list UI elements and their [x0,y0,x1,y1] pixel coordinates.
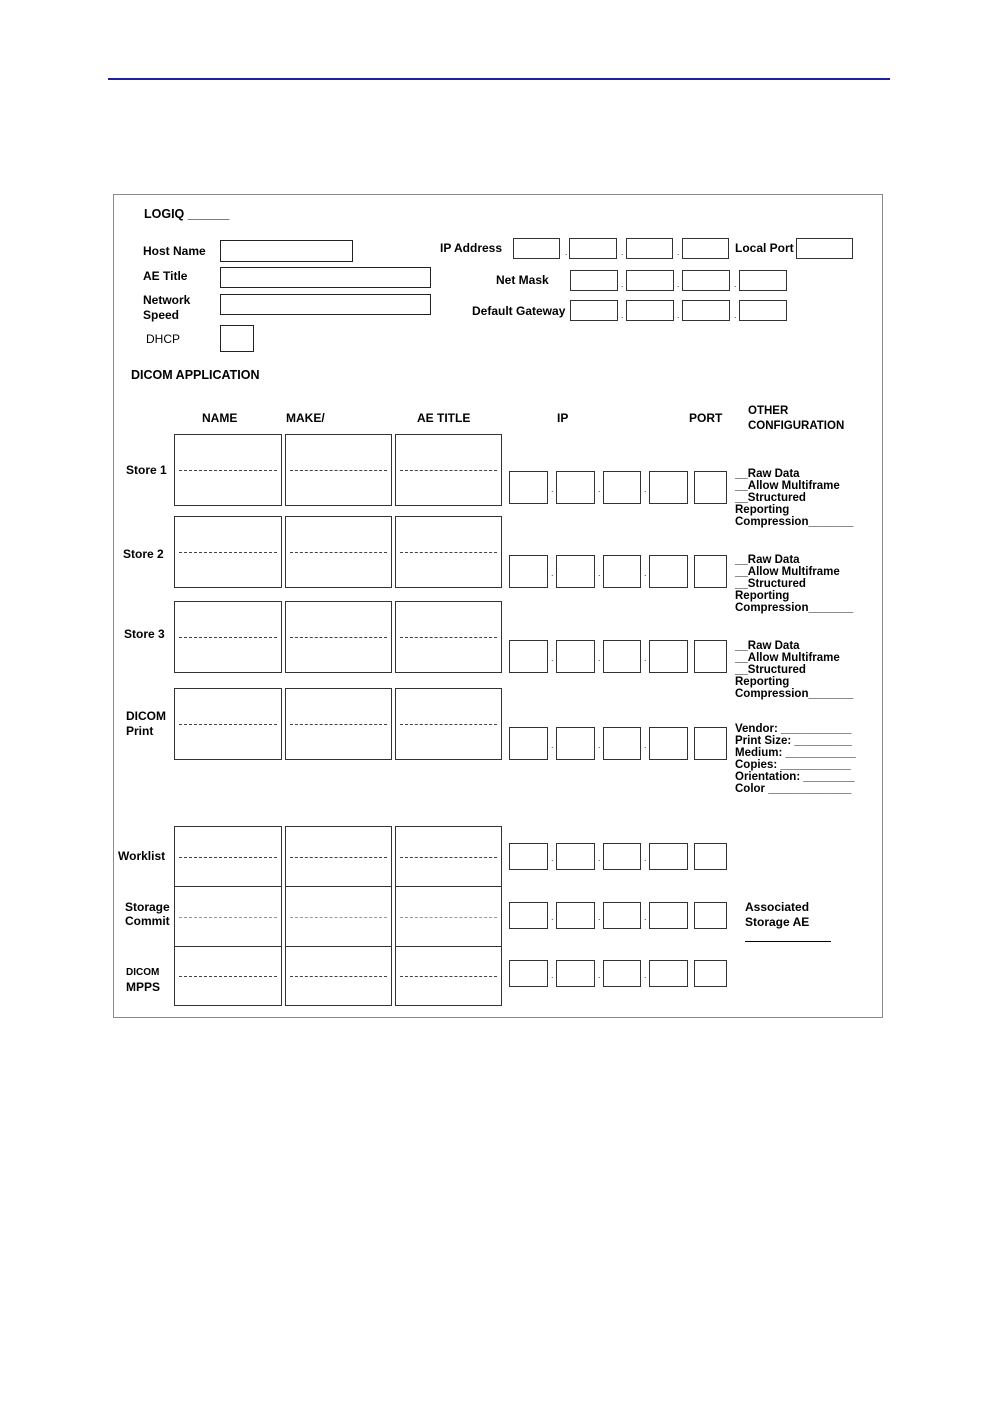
gateway-octet-3[interactable] [682,300,730,321]
store-2-make-cell[interactable] [285,516,392,588]
print-medium: Medium: ___________ [735,747,856,759]
store-2-port-field[interactable] [694,555,727,588]
dicom-application-title: DICOM APPLICATION [131,368,260,382]
commit-ip-octet-2[interactable] [556,902,595,929]
print-vendor: Vendor: ___________ [735,723,852,735]
mpps-make-cell[interactable] [285,946,392,1006]
separator-dot: . [621,279,624,289]
separator-dot: . [598,484,601,494]
mpps-ip-octet-4[interactable] [649,960,688,987]
gateway-octet-4[interactable] [739,300,787,321]
host-name-field[interactable] [220,240,353,262]
dhcp-checkbox[interactable] [220,325,254,352]
store-2-ip-octet-2[interactable] [556,555,595,588]
print-ip-octet-2[interactable] [556,727,595,760]
separator-dot: . [565,247,568,257]
row-label-storage-commit-line1: Storage [125,900,170,914]
print-ip-octet-4[interactable] [649,727,688,760]
host-name-label: Host Name [143,244,206,258]
ae-title-label: AE Title [143,269,188,283]
mpps-port-field[interactable] [694,960,727,987]
store-2-allow-multiframe: __Allow Multiframe [735,566,840,578]
store-2-ip-octet-3[interactable] [603,555,641,588]
commit-ae-title-cell[interactable] [395,886,502,947]
row-label-dicom-print-line1: DICOM [126,709,166,723]
mpps-ip-octet-1[interactable] [509,960,548,987]
store-3-ip-octet-4[interactable] [649,640,688,673]
store-3-reporting: Reporting [735,676,790,688]
print-ip-octet-3[interactable] [603,727,641,760]
worklist-ip-octet-4[interactable] [649,843,688,870]
column-header-port: PORT [689,411,723,425]
print-ae-title-cell[interactable] [395,688,502,760]
net-mask-label: Net Mask [496,273,549,287]
store-3-raw-data: __Raw Data [735,640,800,652]
print-ip-octet-1[interactable] [509,727,548,760]
separator-dot: . [551,568,554,578]
store-3-name-cell[interactable] [174,601,282,673]
print-orientation: Orientation: ________ [735,771,855,783]
separator-dot: . [734,310,737,320]
store-1-allow-multiframe: __Allow Multiframe [735,480,840,492]
store-1-raw-data: __Raw Data [735,468,800,480]
separator-dot: . [598,912,601,922]
store-3-ae-title-cell[interactable] [395,601,502,673]
separator-dot: . [598,740,601,750]
separator-dot: . [677,310,680,320]
net-mask-octet-2[interactable] [626,270,674,291]
separator-dot: . [677,247,680,257]
print-name-cell[interactable] [174,688,282,760]
separator-dot: . [644,484,647,494]
mpps-name-cell[interactable] [174,946,282,1006]
store-2-ip-octet-4[interactable] [649,555,688,588]
store-1-ip-octet-3[interactable] [603,471,641,504]
separator-dot: . [551,970,554,980]
separator-dot: . [644,912,647,922]
worklist-make-cell[interactable] [285,826,392,887]
row-label-store-3: Store 3 [124,627,165,641]
net-mask-octet-1[interactable] [570,270,618,291]
separator-dot: . [598,853,601,863]
ae-title-field[interactable] [220,267,431,288]
network-speed-field[interactable] [220,294,431,315]
worklist-ae-title-cell[interactable] [395,826,502,887]
separator-dot: . [598,970,601,980]
commit-make-cell[interactable] [285,886,392,947]
store-1-make-cell[interactable] [285,434,392,506]
separator-dot: . [644,568,647,578]
store-1-ip-octet-1[interactable] [509,471,548,504]
row-label-worklist: Worklist [118,849,166,863]
mpps-ip-octet-3[interactable] [603,960,641,987]
ip-address-octet-4[interactable] [682,238,729,259]
store-3-ip-octet-3[interactable] [603,640,641,673]
store-1-structured: __Structured [735,492,806,504]
store-2-name-cell[interactable] [174,516,282,588]
row-label-store-2: Store 2 [123,547,164,561]
store-3-ip-octet-2[interactable] [556,640,595,673]
worklist-port-field[interactable] [694,843,727,870]
store-1-name-cell[interactable] [174,434,282,506]
separator-dot: . [551,853,554,863]
commit-ip-octet-3[interactable] [603,902,641,929]
local-port-field[interactable] [796,238,853,259]
store-1-port-field[interactable] [694,471,727,504]
column-header-ip: IP [557,411,569,425]
print-copies: Copies: ___________ [735,759,851,771]
commit-associated-label-line2: Storage AE [745,915,810,929]
store-3-compression: Compression_______ [735,688,854,700]
separator-dot: . [644,970,647,980]
store-1-reporting: Reporting [735,504,790,516]
mpps-ip-octet-2[interactable] [556,960,595,987]
separator-dot: . [644,740,647,750]
separator-dot: . [644,853,647,863]
default-gateway-label: Default Gateway [472,304,566,318]
commit-associated-storage-ae-line[interactable] [745,941,831,942]
commit-name-cell[interactable] [174,886,282,947]
store-3-make-cell[interactable] [285,601,392,673]
commit-ip-octet-1[interactable] [509,902,548,929]
store-1-ip-octet-4[interactable] [649,471,688,504]
store-2-structured: __Structured [735,578,806,590]
network-speed-label-line2: Speed [143,308,180,322]
commit-ip-octet-4[interactable] [649,902,688,929]
separator-dot: . [621,310,624,320]
ip-address-octet-3[interactable] [626,238,673,259]
row-label-storage-commit-line2: Commit [125,914,170,928]
store-1-ae-title-cell[interactable] [395,434,502,506]
column-header-name: NAME [202,411,238,425]
store-1-ip-octet-2[interactable] [556,471,595,504]
separator-dot: . [551,653,554,663]
worklist-name-cell[interactable] [174,826,282,887]
print-port-field[interactable] [694,727,727,760]
store-1-compression: Compression_______ [735,516,854,528]
print-color: Color _____________ [735,783,852,795]
commit-port-field[interactable] [694,902,727,929]
gateway-octet-1[interactable] [570,300,618,321]
worklist-ip-octet-1[interactable] [509,843,548,870]
separator-dot: . [621,247,624,257]
separator-dot: . [551,740,554,750]
print-make-cell[interactable] [285,688,392,760]
separator-dot: . [598,568,601,578]
network-speed-label-line1: Network [143,293,191,307]
separator-dot: . [644,653,647,663]
store-2-compression: Compression_______ [735,602,854,614]
dhcp-label: DHCP [146,332,181,346]
store-2-reporting: Reporting [735,590,790,602]
row-label-store-1: Store 1 [126,463,167,477]
store-3-ip-octet-1[interactable] [509,640,548,673]
column-header-other-line2: CONFIGURATION [748,420,845,432]
mpps-ae-title-cell[interactable] [395,946,502,1006]
header-rule [108,78,890,80]
worklist-ip-octet-3[interactable] [603,843,641,870]
store-3-port-field[interactable] [694,640,727,673]
net-mask-octet-4[interactable] [739,270,787,291]
row-label-dicom-mpps-line1: DICOM [126,967,160,978]
separator-dot: . [677,279,680,289]
ip-address-octet-1[interactable] [513,238,560,259]
logiq-model-label: LOGIQ ______ [144,207,230,221]
separator-dot: . [551,484,554,494]
local-port-label: Local Port [735,241,794,255]
separator-dot: . [734,279,737,289]
row-label-dicom-mpps-line2: MPPS [126,980,161,994]
column-header-make: MAKE/ [286,411,325,425]
ip-address-octet-2[interactable] [569,238,617,259]
row-label-dicom-print-line2: Print [126,724,154,738]
store-2-ip-octet-1[interactable] [509,555,548,588]
store-3-structured: __Structured [735,664,806,676]
store-2-ae-title-cell[interactable] [395,516,502,588]
commit-associated-label-line1: Associated [745,900,810,914]
net-mask-octet-3[interactable] [682,270,730,291]
store-2-raw-data: __Raw Data [735,554,800,566]
gateway-octet-2[interactable] [626,300,674,321]
store-3-allow-multiframe: __Allow Multiframe [735,652,840,664]
column-header-other-line1: OTHER [748,405,789,417]
worklist-ip-octet-2[interactable] [556,843,595,870]
column-header-ae-title: AE TITLE [417,411,471,425]
separator-dot: . [598,653,601,663]
print-print-size: Print Size: _________ [735,735,852,747]
separator-dot: . [551,912,554,922]
ip-address-label: IP Address [440,241,503,255]
